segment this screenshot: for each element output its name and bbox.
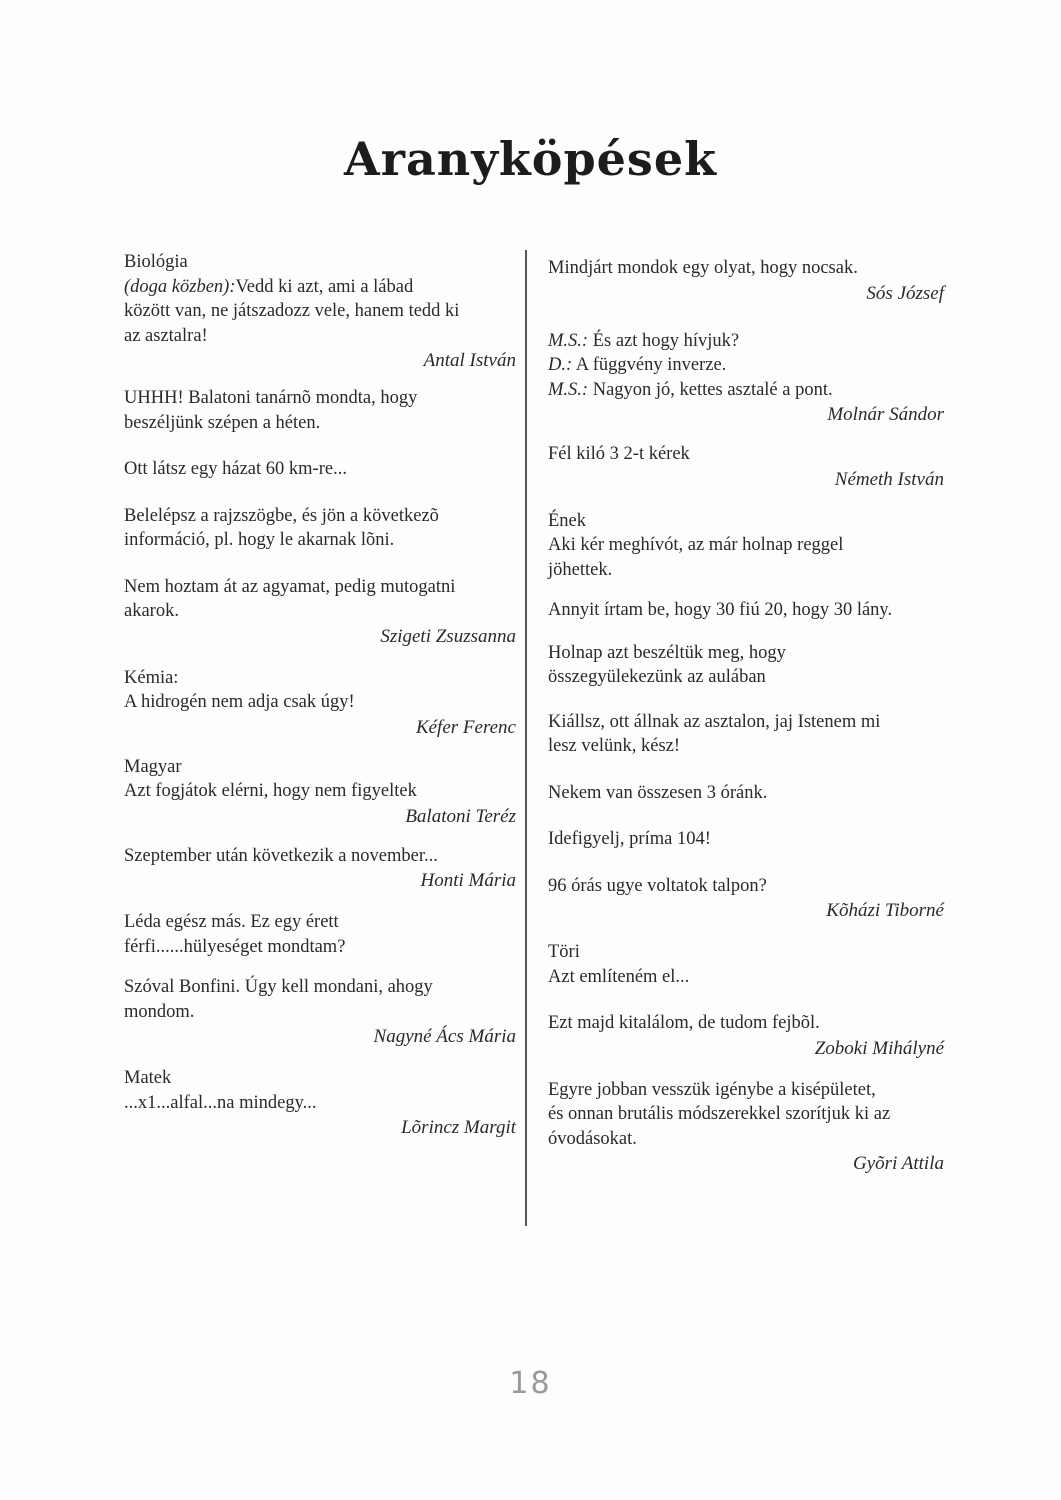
author: Szigeti Zsuzsanna	[380, 625, 516, 647]
quote-text: A hidrogén nem adja csak úgy!	[124, 692, 355, 712]
quote-block	[548, 710, 944, 759]
quote-block	[124, 575, 516, 650]
quote-text: Aki kér meghívót, az már holnap reggel	[548, 535, 844, 555]
quote-text: Idefigyelj, príma 104!	[548, 829, 711, 849]
author: Antal István	[423, 350, 516, 371]
quote-text: Annyit írtam be, hogy 30 fiú 20, hogy 30 lány.	[548, 600, 893, 620]
author: Kõházi Tiborné	[826, 900, 944, 921]
quote-text: beszéljünk szépen a héten.	[124, 412, 321, 433]
quote-text: Azt fogjátok elérni, hogy nem figyeltek	[124, 781, 417, 801]
quote-block	[548, 641, 944, 690]
quote-text: Ezt majd kitalálom, de tudom fejbõl.	[548, 1013, 820, 1033]
subject-heading: Töri	[548, 942, 580, 962]
quote-text: lesz velünk, kész!	[548, 736, 681, 756]
left-column	[124, 248, 516, 1141]
quote-block	[124, 755, 516, 830]
subject-heading: Kémia:	[124, 667, 179, 688]
quote-block	[124, 504, 516, 553]
quote-text: Belelépsz a rajzszögbe, és jön a következõ	[124, 505, 439, 526]
quote-block	[124, 457, 516, 482]
speaker: M.S.:	[548, 330, 589, 351]
quote-text: Nem hoztam át az agyamat, pedig mutogatni	[124, 576, 456, 597]
quote-text: Ott látsz egy házat 60 km-re...	[124, 459, 347, 479]
quote-text: összegyülekezünk az aulában	[548, 667, 766, 687]
quote-text: Fél kiló 3 2-t kérek	[548, 444, 690, 464]
subject-heading: Matek	[124, 1068, 172, 1088]
quote-block	[548, 442, 944, 493]
subject-heading: Biológia	[124, 252, 188, 272]
quote-text: 96 órás ugye voltatok talpon?	[548, 875, 767, 896]
quote-text: férfi......hülyeséget mondtam?	[124, 936, 346, 957]
quote-text: mondom.	[124, 1001, 195, 1022]
column-divider	[525, 250, 527, 1226]
quote-block	[548, 874, 944, 925]
quote-text: és onnan brutális módszerekkel szorítjuk ki az	[548, 1104, 891, 1124]
quote-block	[124, 666, 516, 741]
quote-text: Kiállsz, ott állnak az asztalon, jaj Istenem mi	[548, 711, 881, 732]
quote-text: És azt hogy hívjuk?	[588, 330, 740, 351]
author: Gyõri Attila	[853, 1153, 944, 1174]
author: Németh István	[834, 468, 944, 490]
quote-text: között van, ne játszadozz vele, hanem tedd ki	[124, 301, 460, 321]
quote-block	[548, 827, 944, 852]
quote-text: UHHH! Balatoni tanárnõ mondta, hogy	[124, 388, 418, 408]
quote-block	[548, 940, 944, 989]
speaker: M.S.:	[548, 379, 589, 400]
quote-block	[548, 509, 944, 583]
quote-block	[548, 256, 944, 307]
context-note: (doga közben):	[124, 276, 236, 297]
author: Zoboki Mihályné	[814, 1037, 944, 1059]
quote-block	[124, 1066, 516, 1141]
subject-heading: Magyar	[124, 756, 182, 777]
quote-block	[124, 910, 516, 959]
quote-text: Nekem van összesen 3 óránk.	[548, 782, 768, 803]
quote-text: óvodásokat.	[548, 1128, 637, 1149]
quote-text: akarok.	[124, 601, 179, 621]
quote-block	[548, 1011, 944, 1062]
quote-text: Mindjárt mondok egy olyat, hogy nocsak.	[548, 258, 858, 278]
quote-block	[548, 329, 944, 429]
quote-block	[124, 975, 516, 1050]
speaker: D.:	[548, 355, 573, 375]
quote-block	[124, 386, 516, 435]
author: Nagyné Ács Mária	[373, 1026, 516, 1047]
quote-text: Szeptember után következik a november...	[124, 845, 438, 866]
quote-text: Azt említeném el...	[548, 966, 690, 987]
quote-block	[548, 781, 944, 806]
quote-block	[124, 250, 516, 374]
author: Molnár Sándor	[827, 404, 944, 425]
quote-text: ...x1...alfal...na mindegy...	[124, 1092, 317, 1113]
quote-text: A függvény inverze.	[572, 355, 727, 375]
right-column	[548, 248, 944, 1177]
quote-text: Vedd ki azt, ami a lábad	[235, 276, 414, 297]
page-number: 18	[509, 1366, 552, 1401]
author: Sós József	[866, 282, 944, 304]
page-title: Aranyköpések	[344, 132, 717, 186]
quote-text: Egyre jobban vesszük igénybe a kisépületet,	[548, 1079, 876, 1100]
quote-block	[548, 1078, 944, 1178]
quote-text: információ, pl. hogy le akarnak lõni.	[124, 530, 395, 550]
author: Lõrincz Margit	[401, 1117, 516, 1138]
quote-text: Holnap azt beszéltük meg, hogy	[548, 642, 786, 663]
quote-block	[124, 844, 516, 895]
quote-text: Szóval Bonfini. Úgy kell mondani, ahogy	[124, 977, 433, 997]
quote-text: az asztalra!	[124, 325, 208, 346]
subject-heading: Ének	[548, 510, 587, 531]
quote-text: Léda egész más. Ez egy érett	[124, 912, 339, 932]
quote-block	[548, 598, 944, 623]
quote-text: Nagyon jó, kettes asztalé a pont.	[588, 379, 833, 400]
quote-text: jöhettek.	[548, 559, 613, 580]
author: Balatoni Teréz	[405, 805, 516, 827]
author: Kéfer Ferenc	[415, 716, 516, 738]
author: Honti Mária	[420, 870, 516, 891]
